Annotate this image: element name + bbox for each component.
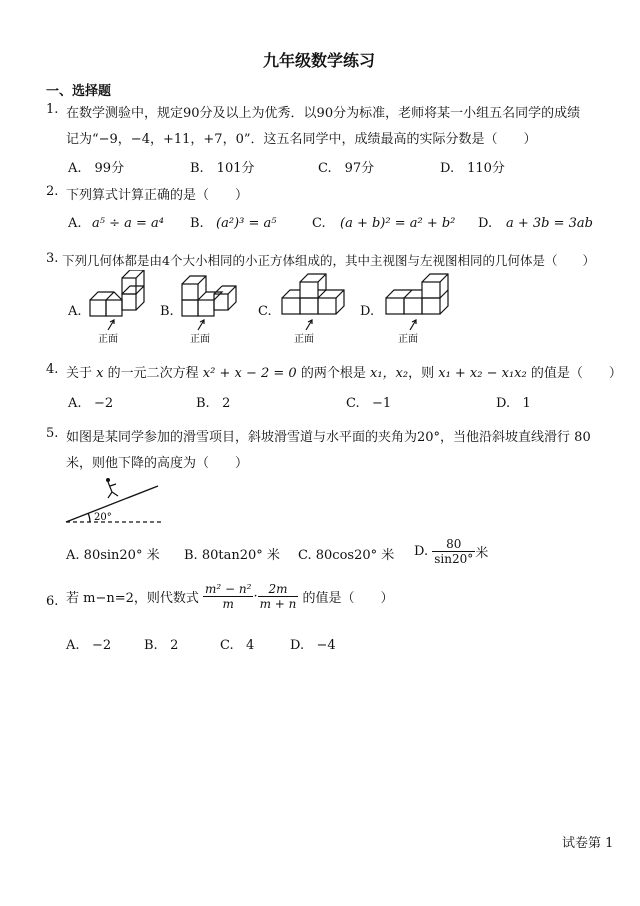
option-b-figure[interactable]: [180, 270, 240, 346]
page-title: 九年级数学练习: [263, 51, 376, 70]
option-a-label[interactable]: A.: [68, 216, 82, 231]
text-fragment: 的一元二次方程: [107, 366, 199, 381]
option-label: B.: [184, 548, 198, 563]
question-number: 4.: [46, 362, 59, 377]
text-fragment: ，则: [408, 366, 435, 381]
option-a-figure[interactable]: [88, 270, 148, 346]
option-b[interactable]: [196, 396, 230, 411]
page-footer: 试卷第 1: [562, 836, 614, 851]
option-value: −4: [316, 638, 336, 653]
option-d[interactable]: D. 110分: [440, 161, 505, 176]
option-b[interactable]: [184, 544, 280, 563]
option-d-expr[interactable]: a + 3b = 3ab: [506, 216, 594, 231]
option-a-expr[interactable]: a⁵ ÷ a = a⁴: [92, 216, 164, 231]
option-label: C.: [346, 396, 360, 411]
front-label: 正面: [190, 334, 210, 345]
option-value: 2: [170, 638, 179, 653]
equation: x² + x − 2 = 0: [202, 366, 297, 381]
slope-figure: [64, 476, 176, 532]
option-value: 80sin20° 米: [83, 548, 160, 563]
fraction: [432, 537, 475, 566]
question-text: 如图是某同学参加的滑雪项目，斜坡滑雪道与水平面的夹角为20°，当他沿斜坡直线滑行 80: [66, 430, 591, 445]
fraction-1: [203, 582, 253, 611]
option-c-figure[interactable]: [280, 270, 346, 346]
question-text: 米，则他下降的高度为（ ）: [66, 456, 249, 471]
option-a[interactable]: [68, 396, 113, 411]
front-label: 正面: [398, 334, 418, 345]
option-c[interactable]: [220, 638, 254, 653]
question-text: 下列几何体都是由4个大小相同的小正方体组成的，其中主视图与左视图相同的几何体是（ ）: [62, 253, 595, 268]
fraction-2: [258, 582, 299, 611]
option-a[interactable]: [66, 638, 111, 653]
option-d[interactable]: [496, 396, 531, 411]
text-fragment: 的两个根是: [300, 366, 366, 381]
text-fragment: 的值是（ ）: [302, 591, 394, 606]
option-label: A.: [66, 638, 80, 653]
question-number: 6.: [46, 594, 59, 609]
option-value: 80cos20° 米: [315, 548, 395, 563]
option-value: −2: [91, 638, 112, 653]
option-label: C.: [298, 548, 312, 563]
skier-icon: [106, 478, 118, 498]
option-label: D.: [496, 396, 511, 411]
question-number: 5.: [46, 426, 59, 441]
text-fragment: 若 m−n=2，则代数式: [66, 591, 199, 606]
option-label: D.: [414, 544, 429, 559]
numerator: 80: [446, 537, 462, 551]
option-a-label[interactable]: A.: [68, 304, 82, 319]
unit: 米: [475, 546, 489, 561]
option-d[interactable]: [290, 638, 336, 653]
option-value: 2: [222, 396, 231, 411]
option-d[interactable]: [414, 537, 488, 566]
question-text: [66, 582, 394, 611]
option-b[interactable]: B. 101分: [190, 161, 255, 176]
denominator: m: [203, 596, 253, 611]
question-text: 记为“−9，−4，+11，+7，0”．这五名同学中，成绩最高的实际分数是（ ）: [66, 132, 537, 147]
option-value: 1: [522, 396, 531, 411]
question-number: 1.: [46, 102, 59, 117]
multiply-dot: ·: [253, 589, 258, 604]
option-c[interactable]: [346, 396, 391, 411]
option-value: −2: [93, 396, 114, 411]
denominator: m + n: [259, 597, 297, 611]
numerator: 2m: [268, 582, 288, 596]
denominator: sin20°: [434, 552, 474, 566]
question-number: 3.: [46, 251, 59, 266]
section-heading: 一、选择题: [46, 84, 112, 99]
option-c-label[interactable]: C.: [312, 216, 326, 231]
option-d-figure[interactable]: [384, 270, 450, 346]
text-fragment: 的值是（ ）: [530, 366, 622, 381]
front-label: 正面: [98, 334, 118, 345]
option-label: A.: [68, 396, 82, 411]
question-text: 下列算式计算正确的是（ ）: [66, 188, 249, 203]
option-label: C.: [220, 638, 234, 653]
expression: x₁ + x₂ − x₁x₂: [438, 366, 527, 381]
option-b-label[interactable]: B.: [190, 216, 204, 231]
option-b[interactable]: [144, 638, 178, 653]
option-d-label[interactable]: D.: [360, 304, 375, 319]
option-c-expr[interactable]: (a + b)² = a² + b²: [340, 216, 456, 231]
variable-x: x: [96, 366, 104, 381]
option-label: D.: [290, 638, 305, 653]
option-label: B.: [196, 396, 210, 411]
option-label: B.: [144, 638, 158, 653]
angle-arc: [88, 513, 90, 522]
text-fragment: 关于: [66, 366, 93, 381]
question-text: [66, 362, 622, 381]
option-value: 80tan20° 米: [201, 548, 280, 563]
option-d-label[interactable]: D.: [478, 216, 493, 231]
option-value: 4: [246, 638, 255, 653]
option-label: A.: [66, 548, 80, 563]
roots: x₁，x₂: [369, 366, 409, 381]
option-b-label[interactable]: B.: [160, 304, 174, 319]
option-c[interactable]: [298, 544, 394, 563]
option-b-expr[interactable]: (a²)³ = a⁵: [216, 216, 277, 231]
option-a[interactable]: [66, 544, 160, 563]
question-text: 在数学测验中，规定90分及以上为优秀．以90分为标准，老师将某一小组五名同学的成绩: [66, 106, 581, 121]
angle-label: 20°: [94, 512, 112, 523]
front-label: 正面: [294, 334, 314, 345]
question-number: 2.: [46, 184, 59, 199]
option-c-label[interactable]: C.: [258, 304, 272, 319]
numerator: m² − n²: [205, 582, 252, 596]
option-c[interactable]: C. 97分: [318, 161, 375, 176]
option-value: −1: [372, 396, 392, 411]
option-a[interactable]: A. 99分: [68, 161, 125, 176]
